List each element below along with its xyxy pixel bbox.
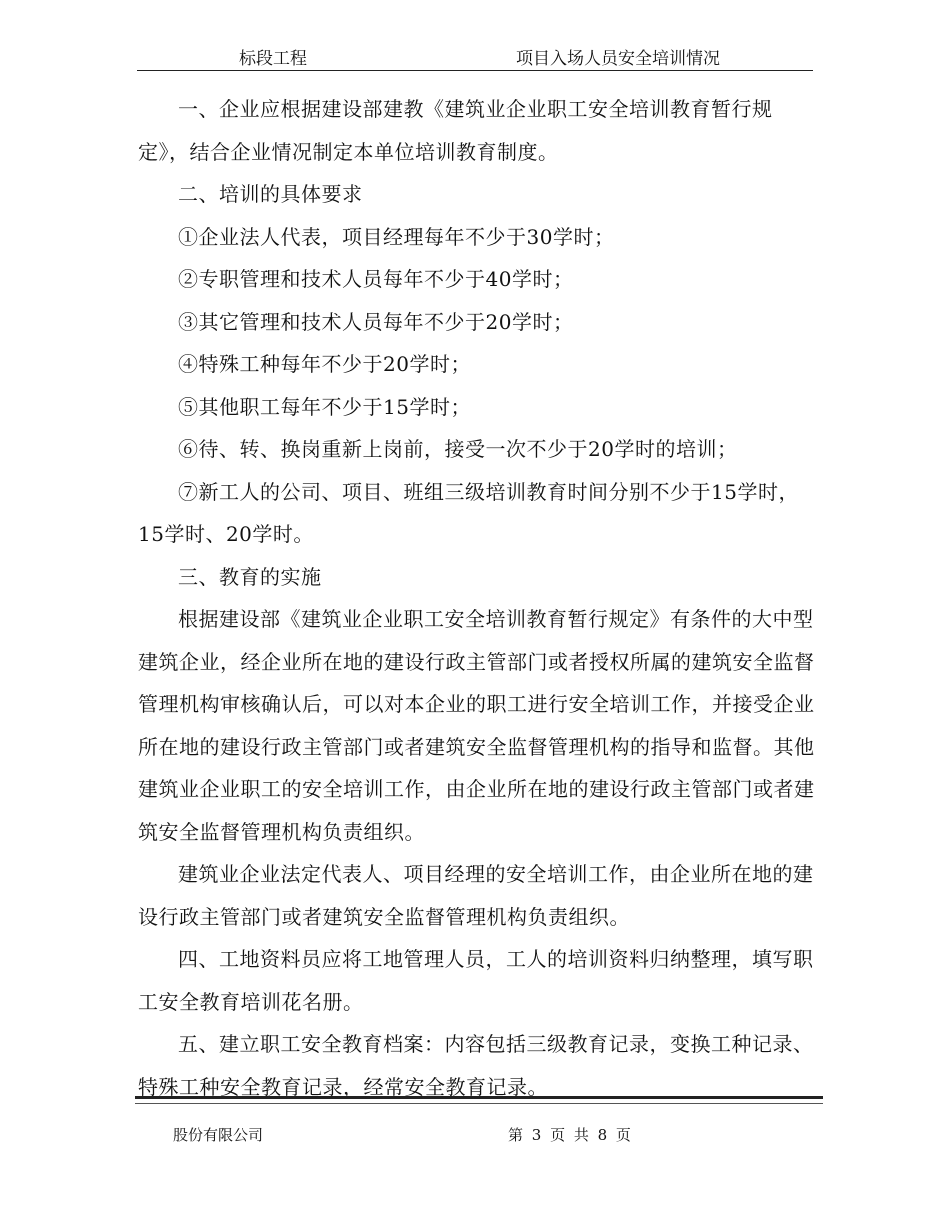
paragraph-legal-representative: 建筑业企业法定代表人、项目经理的安全培训工作，由企业所在地的建设行政主管部门或者建筑安全监督管理机构负责组织。 xyxy=(138,862,814,929)
paragraph-implementation: 根据建设部《建筑业企业职工安全培训教育暂行规定》有条件的大中型建筑企业，经企业所在地的建设行政主管部门或者授权所属的建筑安全监督管理机构审核确认后，可以对本企业的职工进行安全培训工作，并接受企业所在地的建设行政主管部门或者建筑安全监督管理机构的指导和监督。其他建筑业企业职工的安全培训工作，由企业所在地的建设行政主管部门或者建筑安全监督管理机构负责组织。 xyxy=(138,607,815,844)
requirement-item-3: ③其它管理和技术人员每年不少于20学时； xyxy=(178,309,574,334)
document-body xyxy=(138,88,816,1108)
heading-training-requirements: 二、培训的具体要求 xyxy=(178,182,363,206)
requirement-item-2: ②专职管理和技术人员每年不少于40学时； xyxy=(178,267,574,291)
requirement-item-4: ④特殊工种每年不少于20学时； xyxy=(178,352,471,376)
footer-company: 股份有限公司 xyxy=(173,1126,264,1144)
page-header xyxy=(137,38,813,71)
footer-divider-thin xyxy=(135,1103,823,1104)
paragraph-section-four: 四、工地资料员应将工地管理人员，工人的培训资料归纳整理，填写职工安全教育培训花名册。 xyxy=(138,947,814,1014)
requirement-item-1: ①企业法人代表，项目经理每年不少于30学时； xyxy=(178,224,615,249)
requirement-item-6: ⑥待、转、换岗重新上岗前，接受一次不少于20学时的培训； xyxy=(178,437,738,461)
header-document-title: 项目入场人员安全培训情况 xyxy=(516,49,720,69)
requirement-item-5: ⑤其他职工每年不少于15学时； xyxy=(178,394,471,419)
paragraph-section-five: 五、建立职工安全教育档案：内容包括三级教育记录，变换工种记录、特殊工种安全教育记录，经常安全教育记录。 xyxy=(138,1032,814,1099)
heading-implementation: 三、教育的实施 xyxy=(178,564,322,589)
requirement-item-7: ⑦新工人的公司、项目、班组三级培训教育时间分别不少于15学时，15学时、20学时。 xyxy=(138,479,799,546)
header-section-title: 标段工程 xyxy=(239,49,307,69)
footer-page-number: 第 3 页 共 8 页 xyxy=(508,1126,631,1144)
paragraph-1: 一、企业应根据建设部建教《建筑业企业职工安全培训教育暂行规定》，结合企业情况制定本单位培训教育制度。 xyxy=(138,97,773,164)
footer-divider-thick xyxy=(135,1096,823,1099)
